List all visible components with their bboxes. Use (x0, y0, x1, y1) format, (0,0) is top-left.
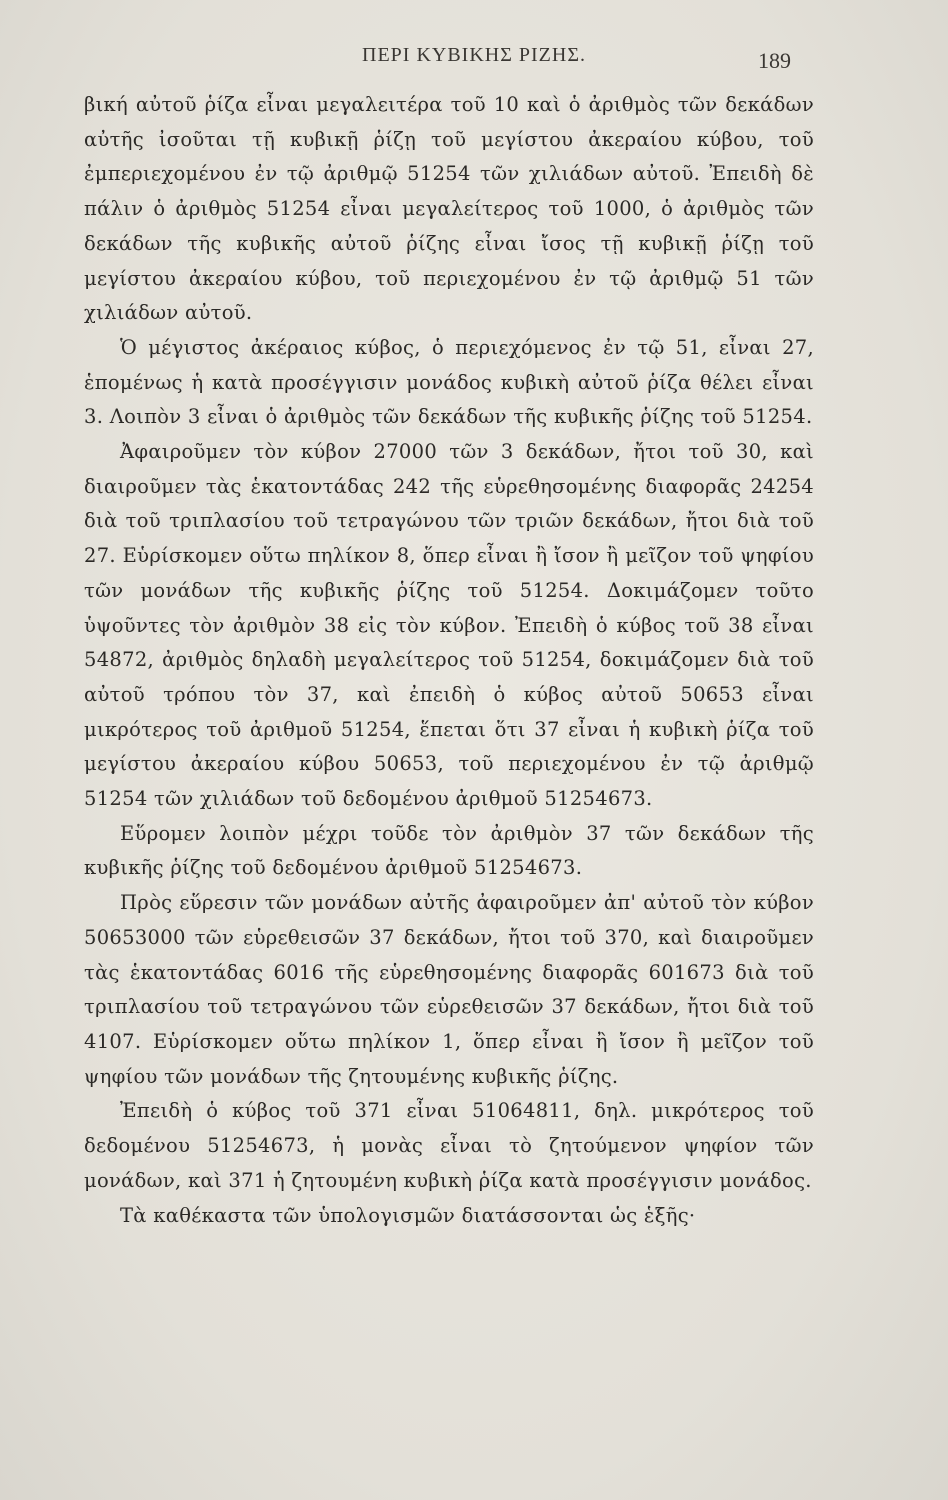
paragraph-largest-cube: Ὁ μέγιστος ἀκέραιος κύβος, ὁ περιεχόμενος ἐν τῷ 51, εἶναι 27, ἑπομένως ἡ κατὰ προσέγγισιν μονάδος κυβικὴ αὐτοῦ ῥίζα θέλει εἶναι 3. Λοιπὸν 3 εἶναι ὁ ἀριθμὸς τῶν δεκάδων τῆς κυβικῆς ῥίζης τοῦ 51254. (84, 335, 814, 429)
paragraph-continuation: βική αὐτοῦ ῥίζα εἶναι μεγαλειτέρα τοῦ 10 καὶ ὁ ἀριθμὸς τῶν δεκάδων αὐτῆς ἰσοῦται τῇ κυβικῇ ῥίζῃ τοῦ μεγίστου ἀκεραίου κύβου, τοῦ ἐμπεριεχομένου ἐν τῷ ἀριθμῷ 51254 τῶν χιλιάδων αὐτοῦ. Ἐπειδὴ δὲ πάλιν ὁ ἀριθμὸς 51254 εἶναι μεγαλείτερος τοῦ 1000, ὁ ἀριθμὸς τῶν δεκάδων τῆς κυβικῆς αὐτοῦ ῥίζης εἶναι ἴσος τῇ κυβικῇ ῥίζῃ τοῦ μεγίστου ἀκεραίου κύβου, τοῦ περιεχομένου ἐν τῷ ἀριθμῷ 51 τῶν χιλιάδων αὐτοῦ. (84, 93, 814, 325)
paragraph-subtract-cube: Ἀφαιροῦμεν τὸν κύβον 27000 τῶν 3 δεκάδων, ἤτοι τοῦ 30, καὶ διαιροῦμεν τὰς ἑκατοντάδας 242 τῆς εὑρεθησομένης διαφορᾶς 24254 διὰ τοῦ τριπλασίου τοῦ τετραγώνου τῶν τριῶν δεκάδων, ἤτοι διὰ τοῦ 27. Εὑρίσκομεν οὕτω πηλίκον 8, ὅπερ εἶναι ἢ ἴσον ἢ μεῖζον τοῦ ψηφίου τῶν μονάδων τῆς κυβικῆς ῥίζης τοῦ 51254. Δοκιμάζομεν τοῦτο ὑψοῦντες τὸν ἀριθμὸν 38 εἰς τὸν κύβον. Ἐπειδὴ ὁ κύβος τοῦ 38 εἶναι 54872, ἀριθμὸς δηλαδὴ μεγαλείτερος τοῦ 51254, δοκιμάζομεν διὰ τοῦ αὐτοῦ τρόπου τὸν 37, καὶ ἐπειδὴ ὁ κύβος αὐτοῦ 50653 εἶναι μικρότερος τοῦ ἀριθμοῦ 51254, ἕπεται ὅτι 37 εἶναι ἡ κυβικὴ ῥίζα τοῦ μεγίστου ἀκεραίου κύβου 50653, τοῦ περιεχομένου ἐν τῷ ἀριθμῷ 51254 τῶν χιλιάδων τοῦ δεδομένου ἀριθμοῦ 51254673. (84, 440, 814, 811)
page-number: 189 (758, 48, 791, 73)
paragraph-calculation-intro: Τὰ καθέκαστα τῶν ὑπολογισμῶν διατάσσονται ὡς ἑξῆς· (120, 1203, 696, 1227)
body-text (84, 88, 814, 1233)
running-head-title: ΠΕΡΙ ΚΥΒΙΚΗΣ ΡΙΖΗΣ. (362, 44, 586, 66)
paragraph-found-tens: Εὕρομεν λοιπὸν μέχρι τοῦδε τὸν ἀριθμὸν 37 τῶν δεκάδων τῆς κυβικῆς ῥίζης τοῦ δεδομένου ἀριθμοῦ 51254673. (84, 821, 814, 880)
paragraph-conclusion: Ἐπειδὴ ὁ κύβος τοῦ 371 εἶναι 51064811, δηλ. μικρότερος τοῦ δεδομένου 51254673, ἡ μονὰς εἶναι τὸ ζητούμενον ψηφίον τῶν μονάδων, καὶ 371 ἡ ζητουμένη κυβικὴ ῥίζα κατὰ προσέγγισιν μονάδος. (84, 1099, 814, 1192)
paragraph-find-units: Πρὸς εὕρεσιν τῶν μονάδων αὐτῆς ἀφαιροῦμεν ἀπ' αὐτοῦ τὸν κύβον 50653000 τῶν εὑρεθεισῶν 37 δεκάδων, ἤτοι τοῦ 370, καὶ διαιροῦμεν τὰς ἑκατοντάδας 6016 τῆς εὑρεθησομένης διαφορᾶς 601673 διὰ τοῦ τριπλασίου τοῦ τετραγώνου τῶν εὑρεθεισῶν 37 δεκάδων, ἤτοι διὰ τοῦ 4107. Εὑρίσκομεν οὕτω πηλίκον 1, ὅπερ εἶναι ἢ ἴσον ἢ μεῖζον τοῦ ψηφίου τῶν μονάδων τῆς ζητουμένης κυβικῆς ῥίζης. (84, 891, 814, 1088)
